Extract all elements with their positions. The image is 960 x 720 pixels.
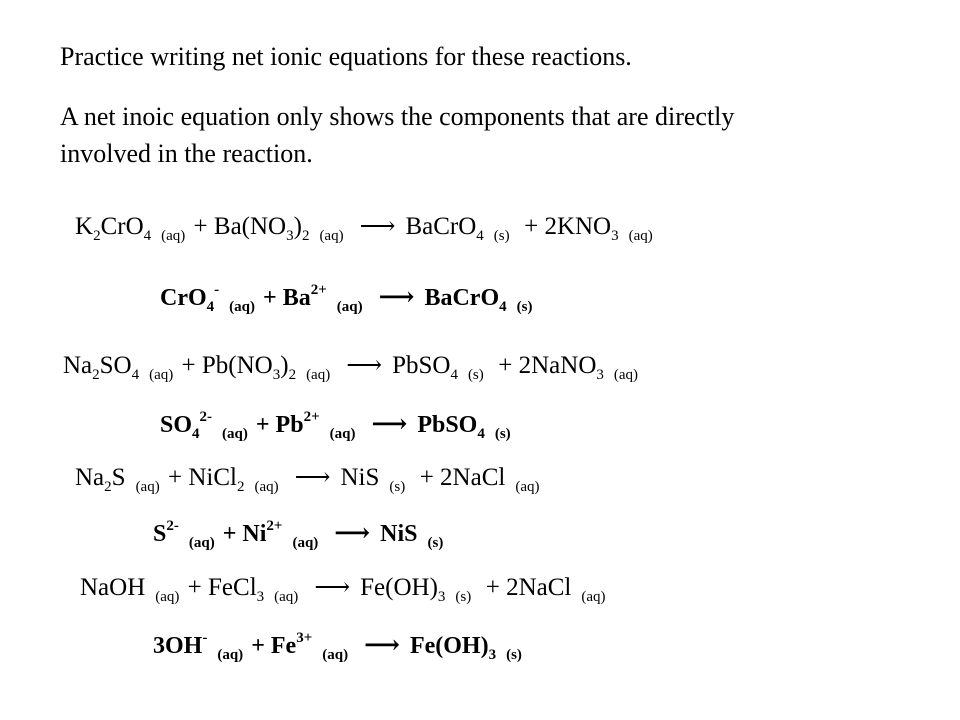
reaction-arrow-icon: ⟶ xyxy=(359,213,396,240)
plus-sign: + xyxy=(167,464,183,491)
molecular-equation-3 xyxy=(75,462,541,494)
reaction-arrow-icon: ⟶ xyxy=(314,574,351,601)
product-1: BaCrO$_4$ $_{(s)}$ xyxy=(405,213,510,244)
ion-2: $Ba^{2+}_{(aq)}$ xyxy=(282,282,363,315)
reactant-2: FeCl$_3$ $_{(aq)}$ xyxy=(208,574,299,605)
precipitate: $Fe(OH)_3$ $_{(s)}$ xyxy=(409,633,522,663)
reaction-arrow-icon: ⟶ xyxy=(346,352,383,379)
net-ionic-equation-3 xyxy=(153,518,445,550)
reactant-2: NiCl$_2$ $_{(aq)}$ xyxy=(188,464,279,495)
reactant-1: $K_2CrO_4$ $_{(aq)}$ xyxy=(75,213,186,244)
ion-2: $Fe^{3+}_{(aq)}$ xyxy=(270,630,349,663)
reactant-2: $Pb(NO_3)_2$ $_{(aq)}$ xyxy=(201,352,331,383)
net-ionic-equation-1 xyxy=(160,282,534,314)
plus-sign: + xyxy=(187,574,202,601)
net-ionic-equation-4 xyxy=(153,630,524,662)
plus-sign: + xyxy=(193,213,208,240)
reaction-arrow-icon: ⟶ xyxy=(371,411,408,438)
ion-2: $Ni^{2+}_{(aq)}$ xyxy=(242,518,319,551)
product-2: 2NaCl $_{(aq)}$ xyxy=(506,574,606,605)
precipitate: BaCrO$_4$ $_{(s)}$ xyxy=(424,285,533,315)
plus-sign: + xyxy=(498,352,513,379)
plus-sign: + xyxy=(263,285,277,311)
reaction-arrow-icon: ⟶ xyxy=(294,464,331,491)
reactant-1: $Na_2S$ $_{(aq)}$ xyxy=(75,464,160,495)
precipitate: NiS $_{(s)}$ xyxy=(380,521,444,551)
plus-sign: + xyxy=(419,464,434,491)
product-2: 2NaNO$_3$ $_{(aq)}$ xyxy=(518,352,639,383)
reactant-1: $Na_2SO_4$ $_{(aq)}$ xyxy=(63,352,174,383)
molecular-equation-4 xyxy=(80,572,608,604)
reactant-2: $Ba(NO_3)_2$ $_{(aq)}$ xyxy=(213,213,344,244)
plus-sign: + xyxy=(485,574,500,601)
product-1: $Fe(OH)_3$ $_{(s)}$ xyxy=(360,574,472,605)
product-2: $2KNO_3$ $_{(aq)}$ xyxy=(544,213,653,244)
net-ionic-equation-2 xyxy=(160,409,513,441)
ion-1: $S^{2-}_{(aq)}$ xyxy=(153,518,215,551)
plus-sign: + xyxy=(222,521,237,547)
ion-2: $Pb^{2+}_{(aq)}$ xyxy=(275,409,356,442)
plus-sign: + xyxy=(524,213,539,240)
molecular-equation-1 xyxy=(75,211,655,243)
precipitate: PbSO$_4$ $_{(s)}$ xyxy=(417,412,511,442)
reaction-arrow-icon: ⟶ xyxy=(334,520,371,547)
plus-sign: + xyxy=(251,633,265,659)
ion-1: $3OH^-_{(aq)}$ xyxy=(153,630,244,663)
product-2: 2NaCl $_{(aq)}$ xyxy=(440,464,540,495)
reaction-arrow-icon: ⟶ xyxy=(378,284,415,311)
reaction-arrow-icon: ⟶ xyxy=(364,632,400,659)
molecular-equation-2 xyxy=(63,350,640,382)
definition-text: A net inoic equation only shows the components that are directly involved in the reaction. xyxy=(60,102,735,168)
plus-sign: + xyxy=(181,352,196,379)
product-1: NiS $_{(s)}$ xyxy=(340,464,406,495)
ion-1: $SO_4^{2-}_{(aq)}$ xyxy=(160,409,248,442)
plus-sign: + xyxy=(255,412,270,438)
product-1: PbSO$_4$ $_{(s)}$ xyxy=(392,352,484,383)
ion-1: CrO$_4$-$_{(aq)}$ xyxy=(160,282,255,315)
instruction-text: Practice writing net ionic equations for these reactions. xyxy=(60,42,632,71)
reactant-1: NaOH $_{(aq)}$ xyxy=(80,574,180,605)
